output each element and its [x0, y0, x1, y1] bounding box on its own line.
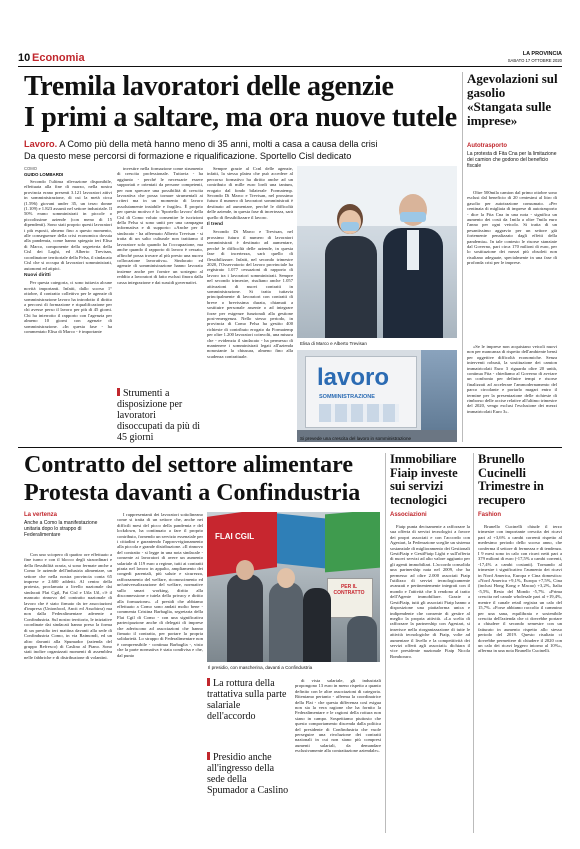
sidebar-summary: La protesta di Fita Cna per la limitazione dei camion che godono del beneficio fiscale	[467, 151, 557, 169]
cucinelli-kicker: Fashion	[478, 512, 502, 518]
photo-person-right	[383, 194, 443, 338]
bottom-column-3-text: di vista salariale, gli industriali propongono 13 euro in meno rispetto a quanto definito con le altre associazioni di categoria. Riteniamo pertanto - afferma la coordinatrice della Flai - che questa differenza così esigua non sia la vera ragione che ha fornito la Federalimentare e le ragioni della rottura non siano in campo. Sospettiamo piuttosto che questo comportamento discenda dalla politica del presidente di Confindustria che vuole perseguire una rivoluzione dei contratti nazionali in cui non siano più compresi aumenti salariali, da demandare esclusivamente alla contrattazione aziendale».	[295, 678, 381, 754]
bottom-quote-2-marker	[207, 752, 210, 760]
photo-protest	[207, 512, 380, 662]
bottom-column-2	[117, 512, 203, 822]
main-column-1-subhead: Nuovi diritti	[24, 272, 51, 278]
bottom-column-3	[295, 678, 381, 828]
photo-caption-1: Elisa di Marco e Alberto Trevisan	[300, 341, 367, 346]
main-column-3	[207, 166, 293, 441]
main-column-3-text-2: Secondo Di Marco e Trevisan, nel prossimo futuro il numero di lavoratori somministrati è destinato ad aumentare, perché le difficoltà delle aziende, in questa fase di incertezza, sarà quello di flessibilizzare. Infatti, nel secondo trimestre 2020, l'Osservatorio del lavoro provinciale ha registrato 1.077 cessazioni di rapporto di lavoro tra i lavoratori somministrati. Sempre nel secondo trimestre, risultano anche 1.057 attivazioni di nuovi contratti in somministrazione. Si tratta tuttavia principalmente di lavoratori con contratti di breve o brevissima durata, chiamati a sostituire personale assente o ad integrare forze per esigenze funzionali alla gestione post-emergenza. Nello stesso periodo, in provincia di Como Felsa ha gestito 400 richieste di contributo erogato da Formatemp per oltre 1.200 lavoratori coinvolti, una misura che - evidenzia il sindacato - ha permesso di mantenere i somministrati legati all'azienda nonostante la chiusura, almeno fino alla scadenza contrattuale.	[207, 229, 293, 359]
protest-sign-text: PER IL CONTRATTO	[333, 584, 365, 596]
protest-banner-text: FLAI CGIL	[215, 532, 255, 541]
protest-flag-3	[325, 512, 380, 572]
photo-elisa-alberto	[297, 166, 457, 338]
bottom-headline-line-2: Protesta davanti a Confindustria	[24, 480, 361, 506]
byline-city: COMO	[24, 166, 38, 171]
fiaip-kicker: Associazioni	[390, 512, 427, 518]
fiaip-text-body: Fiaip punta decisamente a rafforzare la sua offerta di servizi tecnologici a favore dei propri associati e con l'accordo con Agestart, la Federazione sceglie un sistema sostanziale di miglioramento dei Gestionali GestiFiaip e GestiFiaip Light e sull'offerta di nuovi servizi ad alto valore aggiunto per gli agenti immobiliari. L'accordo consolida una partnership nata nel 2009, che ha permesso ad oltre 2.000 associati Fiaip l'utilizzo di servizi tecnologicamente avanzati e pertinentemente integrati con il mondo e l'attività che li rendono al tratto dell'Agente immobiliare. Grazie a GestiFiaip, tutti gli associati Fiaip hanno a disposizione una piattaforma unica e indipendente che consente di gestire al meglio la propria attività. «La scelta di rafforzare la partnership con Agestart, si inserisce nella riorganizzazione di tutte le attività tecnologiche di Fiaip, volte ad aumentare il livello e la competitività dei servizi offerti agli associati» dichiara il vice presidente nazionale Fiaip Nicola Bomboraro.	[390, 524, 470, 659]
main-column-2	[117, 166, 203, 376]
photo-lavoro	[297, 350, 457, 442]
sidebar-column-b-text: «Se le imprese non acquistano veicoli nuovi non per mancanza di rispetto dell'ambiente bensì per oggettive difficoltà economiche. Senza interventi robusti, la sostituzione dei camion immatricolati Euro 3 riguarda oltre 20 unità, continua Fita - chiediamo al Governo di avviare un confronto per definire tempi e risorse finalizzati ad accelerare l'ammodernamento del parco circolante e portarlo magari entro il termine per la presentazione delle richieste di rimborso delle accise relative all'ultimo trimestre del 2020, vengo esclusi l'esclusione dei mezzi immatricolati Euro 3».	[467, 344, 557, 414]
bottom-photo-caption: Il presidio, con mascherina, davanti a Confindustria	[208, 665, 313, 670]
main-column-1	[24, 179, 112, 441]
fiaip-text	[390, 524, 470, 824]
photo-lavoro-sign-text-2: SOMMINISTRAZIONE	[319, 394, 375, 400]
bottom-quote-1	[207, 678, 289, 722]
main-lead-text-2: Da questo mese percorsi di formazione e riqualificazione. Sportello Cisl dedicato	[24, 151, 352, 161]
protest-person-2-head	[277, 568, 295, 588]
bottom-quote-2-text: Presidio anche all'ingresso della sede della Spumador a Caslino	[207, 752, 289, 796]
sidebar-column-a	[467, 190, 557, 340]
bottom-column-2-text: I rappresentanti dei lavoratori sottolineano come si tratta di un settore che, anche nei difficili mesi del picco della pandemia e del lockdown, ha continuato a fare il proprio contributo, fornendo un servizio essenziale per i cittadini e garantendo l'approvvigionamento alla piccola e grande distribuzione. «Il rinnovo del contratto - si legge in una nota sindacale - consente ai lavoratori di avere un aumento salariale di 119 euro a regime, tutti ai contratti pirata nel lavoro in appalto, ampliamento dei congedi parentali, più salute e sicurezza, rafforzamento del welfare, riconoscimento ed un'universalizzazione del welfare, normative sullo smart working, diritto alla disconnessione e tutela della privacy e diritto alla formazione». «I presidi che abbiamo effettuato a Como sono andati molto bene - commenta Cristina Barbaglia, segretaria della Flai Cgil di Como - con una significativa partecipazione anche di delegati di imprese che aderiscono ad associazioni che hanno firmato il contratto, per portare la propria solidarietà. Lo strappo di Federalimentare non è comprensibile - continua Barbaglia -, visto che la parte normativa è stata condivisa e che, dal punto	[117, 512, 203, 658]
protest-person-1-head	[236, 560, 254, 580]
sidebar-title: Agevolazioni sul gasolio «Stangata sulle imprese»	[467, 71, 558, 128]
main-lead	[24, 138, 464, 162]
bottom-summary: Anche a Como la manifestazione unitaria dopo lo strappo di Federalimentare	[24, 520, 98, 538]
cucinelli-text	[478, 524, 562, 824]
bottom-quote-1-marker	[207, 678, 210, 686]
bottom-column-1	[24, 552, 112, 822]
bottom-kicker: La vertenza	[24, 512, 58, 518]
bottom-rule	[18, 447, 562, 448]
main-column-2-text: investire nella formazione come strumento di crescita professionale. Tuttavia - ha aggiunto - perché le necessarie essere supportati e orientati da persone competenti, per non sprecare una possibilità di crescita lavorativa che possa tornare strumentali ai criteri ma in un momento di lavoro assolutamente instabile e fragile». È proprio per questo motivo è lo 'Sportello lavoro' della Cisl di Como voluto consentire le iscrizioni della Felsa si sono uniti per una campagna informativa e di supporto: «Anche per il sindacato - ha affermato Alberto Trevisan - si tratta di un salto culturale non trattiamo il lavoratore solo quando ha l'occupazione, ma anche quando il rapporto di lavoro è cessato, affinché possa trovare al più presto una nuova collocazione lavorativa». Sindacato ed agenzie di somministrazione hanno lavorato insieme anche per fornire un sostegno al reddito a lavoratori di fatto esclusi finora dalla cassa integrazione e dai sussidi governativi.	[117, 166, 203, 285]
newspaper-name: LA PROVINCIA	[522, 51, 562, 57]
sidebar-column-b	[467, 344, 557, 442]
main-column-1-text: Secondo l'ultima rilevazione disponibile, effettuata alla fine di marzo, nella nostra provincia erano presenti 3.121 lavoratori attivi in somministrazione, di cui la metà circa (1.596) giovani under 35, un terzo donne (1.109) e 1.823 assunti nel settore industriale. Il 50% erano somministrati in piccole o piccolissime aziende (con meno di 15 dipendenti). Sono stati proprio questi lavoratori i più esposti, almeno fino a questo momento, alle conseguenze della crisi economica dovuta alla pandemia, come hanno spiegato ieri Elisa di Marco, componente della segreteria della Cisl dei Laghi, ed Alberto Trevisan, coordinatore territoriale della Felsa, il sindacato Cisl che si occupa di lavoratori somministrati, autonomi ed atipici.	[24, 179, 112, 271]
photo-lavoro-sheets	[319, 404, 399, 422]
sidebar-column-a-text: Oltre 500mila camion dal primo ottobre sono esclusi dal beneficio di 20 centesimi al litro di gasolio per autotrazione consumato. «Per centinaia di migliaia di imprese di autotrasporto - dice la Fita Cna in una nota - significa un aumento dei costi da 1mila a oltre 7mila euro l'anno per ogni veicolo. Si tratta di un pesantissimo aggravio per un settore già fortemente penalizzato dagli effetti della pandemia». In tale contesto le risorse stanziate dal Governo, pari circa 170 milioni di euro, per lo sostituzione dei mezzi più obsoleti non risultano adeguate, specialmente in una fase di profonda crisi per le imprese.	[467, 190, 557, 266]
cucinelli-divider	[473, 453, 474, 833]
protest-person-3	[303, 588, 331, 662]
main-quote-text: Strumenti a disposizione per lavoratori disoccupati da più di 45 giorni	[117, 388, 201, 443]
protest-person-1	[227, 574, 263, 662]
main-headline-line-2: I primi a saltare, ma ora nuove tutele	[24, 102, 457, 133]
main-column-1-text-2: Per questa categoria, ci sono tuttavia alcune novità importanti. Infatti, dallo scorso 1° ottobre, il contratto collettivo per le agenzie di somministrazione lavoro ha introdotto il diritto a percorsi di formazione e riqualificazione per chi avesse perso il lavoro per più di 45 giorni. Chi ha interrotto il rapporto con l'agenzia per almeno 10 giorni con agenzie di somministrazione. «In questa fase - ha commentato Elisa di Marco - è importante	[24, 280, 112, 334]
sidebar-divider	[462, 72, 463, 442]
photo-lavoro-sign-text: lavoro	[317, 364, 390, 391]
protest-person-2	[269, 582, 303, 662]
fiaip-divider	[385, 453, 386, 833]
main-headline-line-1: Tremila lavoratori delle agenzie	[24, 71, 394, 102]
main-quote	[117, 388, 203, 443]
header-rule	[18, 66, 562, 67]
bottom-quote-2	[207, 752, 289, 796]
section-title: Economia	[32, 52, 85, 64]
bottom-column-1-text: Con uno sciopero di quattro ore effettuato a fine turno e con il blocco degli straordinari e della flessibilità oraria, si sono fermate anche a Como le aziende dell'industria alimentare, un settore che nella nostra provincia conta 65 imprese e 2.600 addetti. Al centro della protesta, proclamata a livello nazionale dai sindacati Flai Cgil, Fai Cisl e Uila Uil, c'è il mancato rinnovo del contratto nazionale di lavoro che è stato firmato da tre associazioni d'impresa (Unionfood, Ancit ed Assobirra) ma non dalla Federalimentare aderente a Confindustria. Sul nostro territorio, le iniziative coordinate dai sindacati hanno preso la forma di un presidio ieri mattina davanti alla sede di Confindustria Como, in via Raimondi, ed un altro davanti alla Spumador (azienda del gruppo Refresco) di Caslino al Piano. Sono stati inoltre organizzati momenti di assemblea nelle fabbriche e di distribuzione di volantini.	[24, 552, 112, 660]
photo-caption-2: Si prevede una crescita del lavoro in somministrazione	[300, 436, 412, 441]
photo-lavoro-right	[421, 350, 457, 442]
sidebar-kicker: Autotrasporto	[467, 143, 507, 149]
bottom-quote-1-text: La rottura della trattativa sulla parte salariale dell'accordo	[207, 678, 287, 722]
issue-date: SABATO 17 OTTOBRE 2020	[507, 58, 562, 63]
fiaip-title: Immobiliare Fiaip investe sui servizi tecnologici	[390, 452, 458, 507]
bottom-headline-line-1: Contratto del settore alimentare	[24, 452, 354, 478]
page-number: 10	[18, 52, 31, 64]
cucinelli-text-body: Brunello Cucinelli chiude il terzo trimestre con importante crescita dei ricavi pari al +3,6% a cambi correnti rispetto al medesimo periodo dello scorso anno, che conferma il settore di fermezza e di tendenza. I 9 mesi sono in calo con ricavi netti pari a 379 milioni di euro (-17,5% a cambi correnti, -17,4% a cambi costanti). Tornando al trimestre i significativo l'aumento dei ricavi in Nord America, Europa e Cina domestica: «Nord America +9,1%, Europa +7,5%, Cina (inclusi Hong Kong e Macao) +3,2%, Italia -5,5%, Resto del Mondo -5,7%. «Prima crescita nel canale wholesale pari al +19,4%, mentre il canale retail registra un calo del 15,7%. «Forse abbiamo raccolto il cammino per una sana, equilibrata e sostenibile crescita dell'azienda che ci dovrebbe portare a chiudere il secondo semestre con un fatturato in aumento rispetto allo stesso periodo del 2019. Questo risultato ci dovrebbe permettere di chiudere il 2020 con un calo dei ricavi leggero intorno al 10%», afferma in una nota Brunello Cucinelli.	[478, 524, 562, 654]
quote-marker	[117, 388, 120, 396]
main-column-3-subhead: Il trend	[207, 222, 223, 228]
protest-person-4	[347, 616, 377, 662]
photo-person-left	[325, 200, 377, 338]
main-column-3-text: Sempre grazie al Ccnl delle agenzie, infatti, la stessa platea che può accedere al percorso formativo ha diritto anche ad un contributo di mille euro lordi una tantum, erogato dal fondo bilaterale Formatemp. Secondo Di Marco e Trevisan, nel prossimo futuro il numero di lavoratori somministrati è destinato ad aumentare, perché le difficoltà delle aziende, in questa fase di incertezza, sarà quello di flessibilizzare il lavoro.	[207, 166, 293, 220]
byline-author: GUIDO LOMBARDI	[24, 172, 64, 177]
main-lead-kicker: Lavoro.	[24, 139, 58, 149]
cucinelli-title: Brunello Cucinelli Trimestre in recupero	[478, 452, 544, 507]
protest-flag-2	[277, 513, 327, 568]
main-lead-text-1: A Como più della metà hanno meno di 35 anni, molti a casa a causa della crisi	[57, 139, 378, 149]
